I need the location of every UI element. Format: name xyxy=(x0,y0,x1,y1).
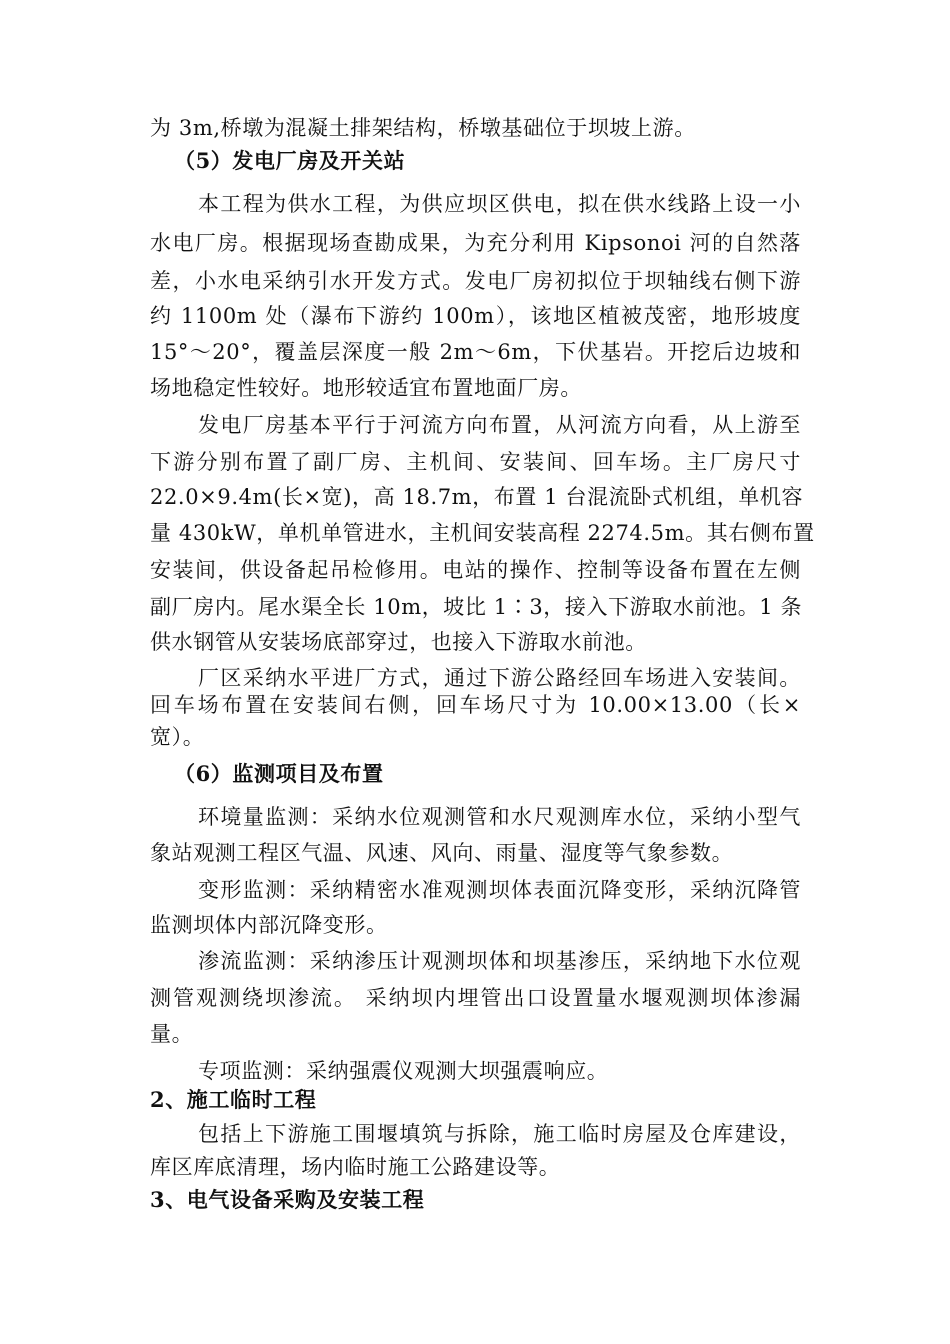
paragraph-line: 15°～20°，覆盖层深度一般 2m～6m，下伏基岩。开挖后边坡和 xyxy=(150,340,801,364)
paragraph-line: 变形监测：采纳精密水准观测坝体表面沉降变形，采纳沉降管 xyxy=(198,878,801,902)
paragraph-line: 下游分别布置了副厂房、主机间、安装间、回车场。主厂房尺寸 xyxy=(150,450,801,474)
paragraph-line: 厂区采纳水平进厂方式，通过下游公路经回车场进入安装间。 xyxy=(198,666,801,690)
text-line: 为 3m,桥墩为混凝土排架结构，桥墩基础位于坝坡上游。 xyxy=(150,116,696,140)
paragraph-line: 安装间，供设备起吊检修用。电站的操作、控制等设备布置在左侧 xyxy=(150,558,801,582)
paragraph-line: 水电厂房。根据现场查勘成果，为充分利用 Kipsonoi 河的自然落 xyxy=(150,231,801,255)
paragraph-line: 副厂房内。尾水渠全长 10m，坡比 1∶3，接入下游取水前池。1 条 xyxy=(150,595,803,619)
section-heading-6: （6）监测项目及布置 xyxy=(174,761,384,786)
section-heading-5: （5）发电厂房及开关站 xyxy=(174,148,406,173)
paragraph-line: 22.0×9.4m(长×宽)，高 18.7m，布置 1 台混流卧式机组，单机容 xyxy=(150,485,804,509)
paragraph-line: 宽）。 xyxy=(150,725,205,749)
paragraph-line: 约 1100m 处（瀑布下游约 100m），该地区植被茂密，地形坡度 xyxy=(150,304,801,328)
paragraph-line: 发电厂房基本平行于河流方向布置，从河流方向看，从上游至 xyxy=(198,413,801,437)
paragraph-line: 渗流监测：采纳渗压计观测坝体和坝基渗压，采纳地下水位观 xyxy=(198,949,801,973)
section-heading-2: 2、施工临时工程 xyxy=(150,1087,317,1112)
paragraph-line: 量 430kW，单机单管进水，主机间安装高程 2274.5m。其右侧布置 xyxy=(150,521,815,545)
paragraph-line: 场地稳定性较好。地形较适宜布置地面厂房。 xyxy=(150,376,582,400)
paragraph-line: 监测坝体内部沉降变形。 xyxy=(150,913,388,937)
paragraph-line: 包括上下游施工围堰填筑与拆除，施工临时房屋及仓库建设， xyxy=(198,1122,801,1146)
paragraph-line: 供水钢管从安装场底部穿过，也接入下游取水前池。 xyxy=(150,630,647,654)
paragraph-line: 测管观测绕坝渗流。 采纳坝内埋管出口设置量水堰观测坝体渗漏 xyxy=(150,986,801,1010)
paragraph-line: 差，小水电采纳引水开发方式。发电厂房初拟位于坝轴线右侧下游 xyxy=(150,269,801,293)
paragraph-line: 专项监测：采纳强震仪观测大坝强震响应。 xyxy=(198,1059,609,1083)
paragraph-line: 本工程为供水工程，为供应坝区供电，拟在供水线路上设一小 xyxy=(198,192,801,216)
paragraph-line: 象站观测工程区气温、风速、风向、雨量、湿度等气象参数。 xyxy=(150,841,734,865)
section-heading-3: 3、电气设备采购及安装工程 xyxy=(150,1187,425,1212)
paragraph-line: 环境量监测：采纳水位观测管和水尺观测库水位，采纳小型气 xyxy=(198,805,801,829)
paragraph-line: 量。 xyxy=(150,1022,194,1046)
paragraph-line: 回车场布置在安装间右侧，回车场尺寸为 10.00×13.00（长× xyxy=(150,693,801,717)
paragraph-line: 库区库底清理，场内临时施工公路建设等。 xyxy=(150,1155,561,1179)
